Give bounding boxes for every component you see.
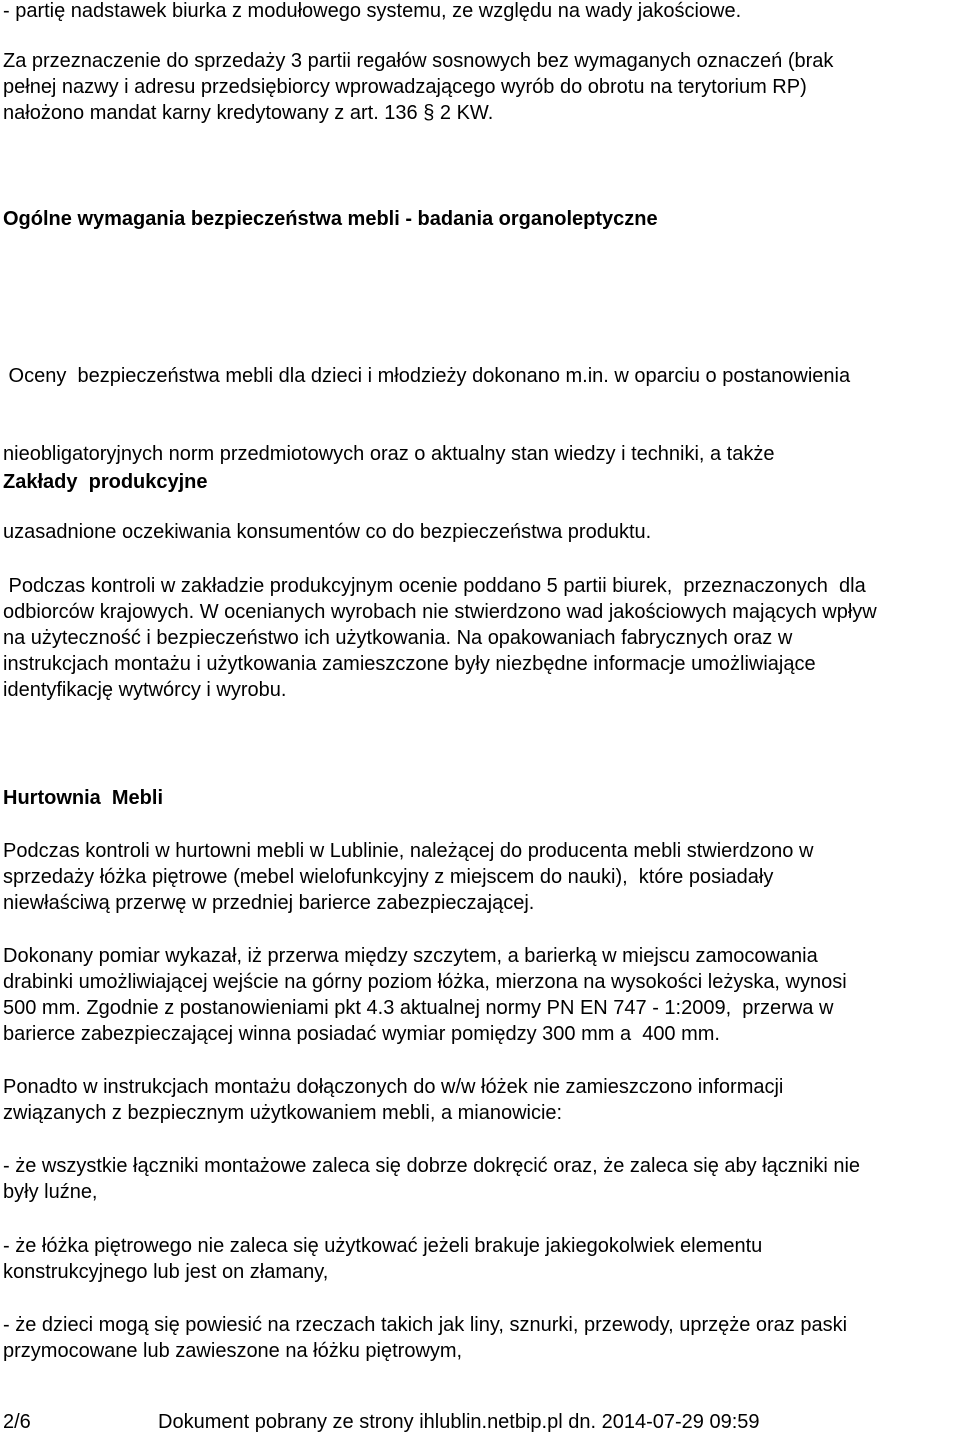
fine-paragraph: [3, 48, 955, 126]
text-line: Dokonany pomiar wykazał, iż przerwa między szczytem, a barierką w miejscu zamocowania: [3, 945, 818, 967]
text-line: na użyteczność i bezpieczeństwo ich użytkowania. Na opakowaniach fabrycznych oraz w: [3, 627, 793, 649]
text-line: były luźne,: [3, 1181, 98, 1203]
text-line: Podczas kontroli w zakładzie produkcyjnym ocenie poddano 5 partii biurek, przeznaczonych dla: [3, 575, 866, 597]
list-item: [3, 1233, 955, 1285]
document-page: [3, 0, 955, 1434]
text-line: - że łóżka piętrowego nie zaleca się użytkować jeżeli brakuje jakiegokolwiek elementu: [3, 1235, 763, 1257]
factories-paragraph: [3, 573, 955, 703]
text-line: związanych z bezpiecznym użytkowaniem mebli, a mianowicie:: [3, 1102, 563, 1124]
intro-continuation: [3, 0, 955, 24]
text-line: Podczas kontroli w hurtowni mebli w Lublinie, należącej do producenta mebli stwierdzono w: [3, 840, 814, 862]
wholesale-paragraph-1: [3, 838, 955, 916]
text-line: identyfikację wytwórcy i wyrobu.: [3, 679, 287, 701]
section-heading-wholesale: Hurtownia Mebli: [3, 787, 163, 809]
text-line: sprzedaży łóżka piętrowe (mebel wielofunkcyjny z miejscem do nauki), które posiadały: [3, 866, 774, 888]
wholesale-paragraph-3: [3, 1074, 955, 1126]
section-heading-general-safety: Ogólne wymagania bezpieczeństwa mebli - badania organoleptyczne: [3, 208, 658, 230]
text-line: Za przeznaczenie do sprzedaży 3 partii regałów sosnowych bez wymaganych oznaczeń (brak: [3, 50, 834, 72]
text-line: barierce zabezpieczającej winna posiadać wymiar pomiędzy 300 mm a 400 mm.: [3, 1023, 720, 1045]
text-line: - że wszystkie łączniki montażowe zaleca się dobrze dokręcić oraz, że zaleca się aby łączniki nie: [3, 1155, 861, 1177]
text-line: pełnej nazwy i adresu przedsiębiorcy wprowadzającego wyrób do obrotu na terytorium RP): [3, 76, 807, 98]
text-line: nałożono mandat karny kredytowany z art. 136 § 2 KW.: [3, 102, 494, 124]
general-safety-paragraph: [3, 311, 955, 597]
text-line: Oceny bezpieczeństwa mebli dla dzieci i młodzieży dokonano m.in. w oparciu o postanowienia: [3, 365, 851, 387]
text-line: drabinki umożliwiającej wejście na górny poziom łóżka, mierzona na wysokości leżyska, wynosi: [3, 971, 847, 993]
text-line: odbiorców krajowych. W ocenianych wyrobach nie stwierdzono wad jakościowych mających wpływ: [3, 601, 877, 623]
footer-source-text: Dokument pobrany ze strony ihlublin.netbip.pl dn. 2014-07-29 09:59: [158, 1411, 760, 1433]
section-heading-factories: Zakłady produkcyjne: [3, 471, 208, 493]
list-item: [3, 1312, 955, 1364]
text-line: 500 mm. Zgodnie z postanowieniami pkt 4.3 aktualnej normy PN EN 747 - 1:2009, przerwa w: [3, 997, 834, 1019]
text-line: - partię nadstawek biurka z modułowego systemu, ze względu na wady jakościowe.: [3, 0, 742, 22]
text-line: konstrukcyjnego lub jest on złamany,: [3, 1261, 329, 1283]
list-item: [3, 1153, 955, 1205]
text-line: niewłaściwą przerwę w przedniej barierce zabezpieczającej.: [3, 892, 535, 914]
page-number: 2/6: [3, 1411, 31, 1433]
text-line: - że dzieci mogą się powiesić na rzeczach takich jak liny, sznurki, przewody, uprzęże oraz paski: [3, 1314, 848, 1336]
text-line: nieobligatoryjnych norm przedmiotowych oraz o aktualny stan wiedzy i techniki, a także: [3, 443, 775, 465]
page-footer: [3, 1409, 955, 1435]
text-line: instrukcjach montażu i użytkowania zamieszczone były niezbędne informacje umożliwiające: [3, 653, 816, 675]
wholesale-paragraph-2: [3, 943, 955, 1047]
text-line: uzasadnione oczekiwania konsumentów co do bezpieczeństwa produktu.: [3, 521, 652, 543]
text-line: Ponadto w instrukcjach montażu dołączonych do w/w łóżek nie zamieszczono informacji: [3, 1076, 784, 1098]
text-line: przymocowane lub zawieszone na łóżku piętrowym,: [3, 1340, 463, 1362]
